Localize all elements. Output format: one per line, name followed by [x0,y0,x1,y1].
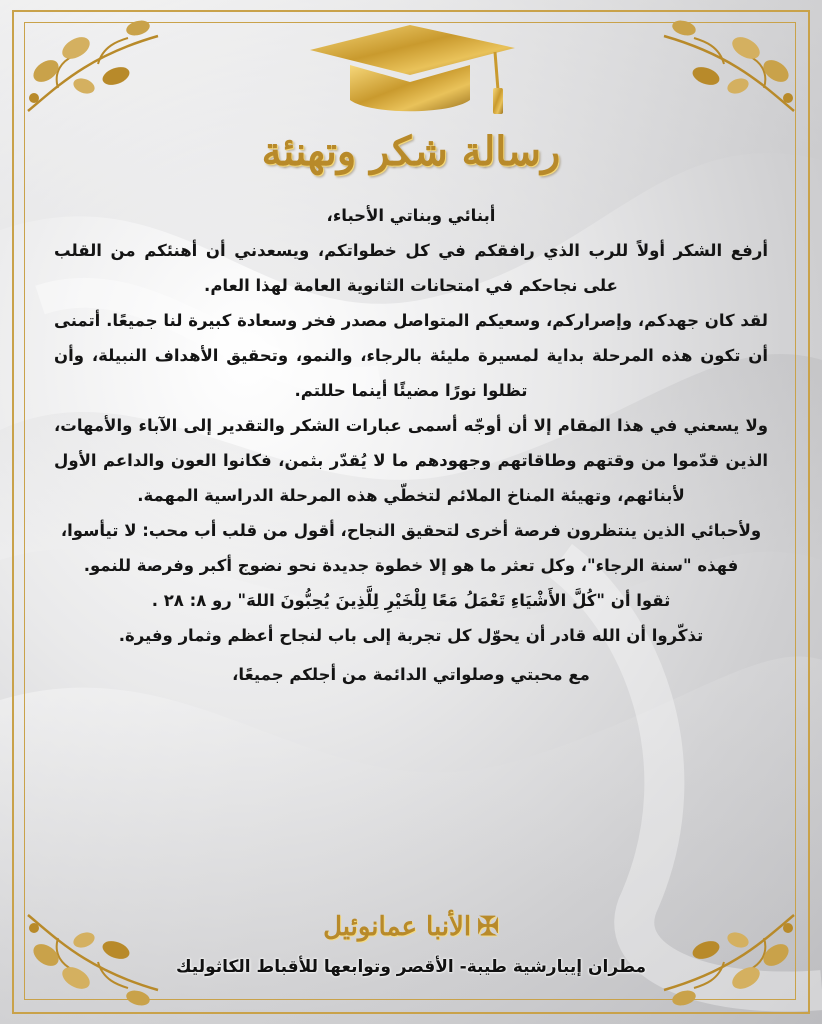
page-title: رسالة شكر وتهنئة [261,128,561,175]
paragraph-verse: ثقوا أن "كُلَّ الأَشْيَاءِ تَعْمَلُ مَعًا لِلْخَيْرِ لِلَّذِينَ يُحِبُّونَ اللهَ" رو ٨: ٢٨ . [151,591,671,610]
paragraph-effort: لقد كان جهدكم، وإصراركم، وسعيكم المتواصل مصدر فخر وسعادة كبيرة لنا جميعًا. أتمنى أن تكون هذه المرحلة بداية لمسيرة مليئة بالرجاء، والنمو، وتحقيق الأهداف النبيلة، وأن تظلوا نورًا مضيئًا أينما حللتم. [54,311,768,400]
signature [0,912,822,942]
paragraph-hope: ولأحبائي الذين ينتظرون فرصة أخرى لتحقيق النجاح، أقول من قلب أب محب: لا تيأسوا، فهذه "سنة الرجاء"، وكل تعثر ما هو إلا خطوة جديدة نحو نضوج أكبر وفرصة للنمو. [60,521,762,575]
floral-ornament-icon [654,16,804,126]
cross-icon: ✠ [477,912,499,942]
greeting: أبنائي وبناتي الأحباء، [326,206,496,225]
letter-body [54,198,768,692]
signature-name: الأنبا عمانوئيل [323,912,472,942]
paragraph-remember: تذكّروا أن الله قادر أن يحوّل كل تجربة إلى باب لنجاح أعظم وثمار وفيرة. [118,626,704,645]
closing-line: مع محبتي وصلواتي الدائمة من أجلكم جميعًا، [232,665,590,684]
paragraph-parents: ولا يسعني في هذا المقام إلا أن أوجّه أسمى عبارات الشكر والتقدير إلى الآباء والأمهات، الذين قدّموا من وقتهم وطاقاتهم وجهودهم ما لا يُقدّر بثمن، فكانوا العون والداعم الأول لأبنائهم، وتهيئة المناخ الملائم لتخطّي هذه المرحلة الدراسية المهمة. [54,416,768,505]
graduation-cap-icon [300,20,520,120]
signatory-role: مطران إيبارشية طيبة- الأقصر وتوابعها للأقباط الكاثوليك [175,957,647,977]
floral-ornament-icon [18,16,168,126]
paragraph-thanks: أرفع الشكر أولاً للرب الذي رافقكم في كل خطواتكم، ويسعدني أن أهنئكم من القلب على نجاحكم في امتحانات الثانوية العامة لهذا العام. [54,241,768,295]
